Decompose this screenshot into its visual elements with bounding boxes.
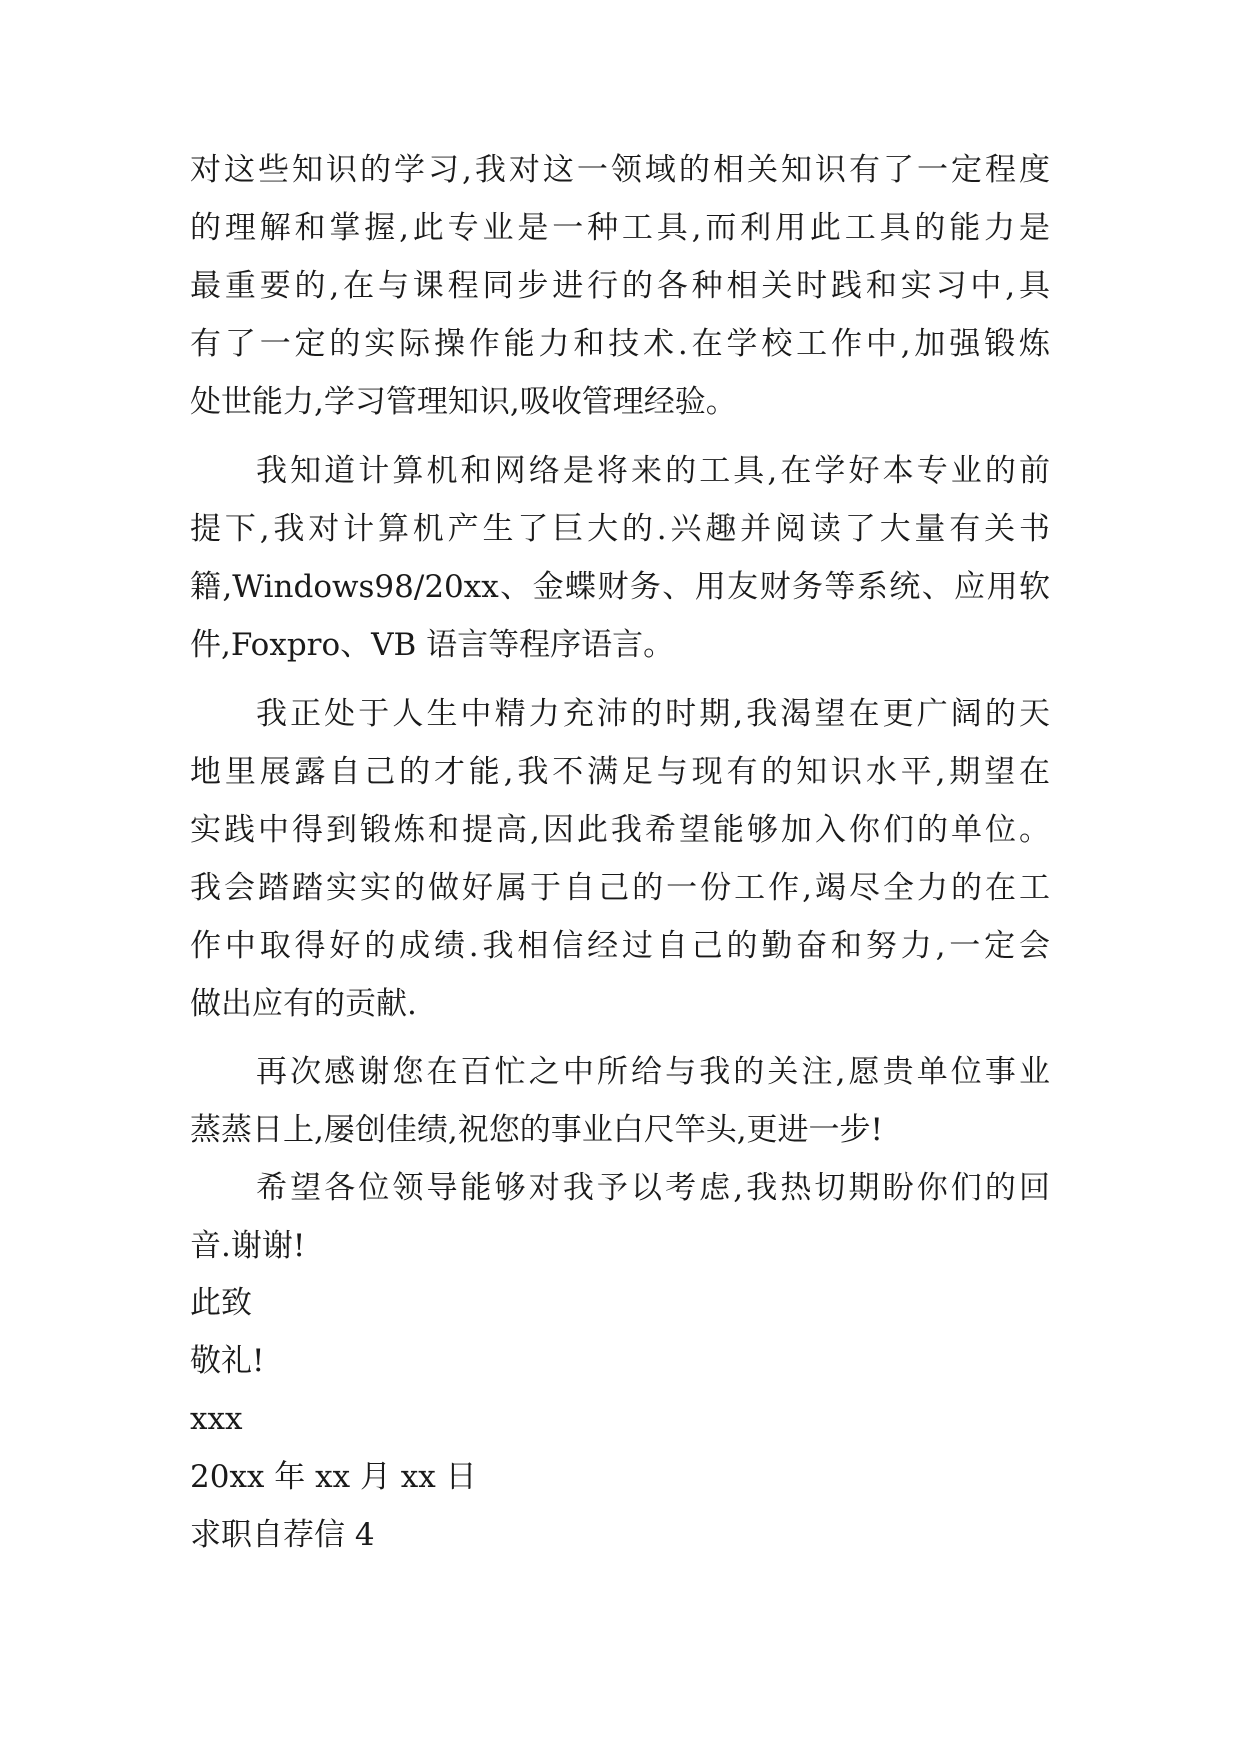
text-line: 我会踏踏实实的做好属于自己的一份工作,竭尽全力的在工 <box>190 870 1050 906</box>
text-line: 作中取得好的成绩.我相信经过自己的勤奋和努力,一定会 <box>190 928 1050 964</box>
text-line: 的理解和掌握,此专业是一种工具,而利用此工具的能力是 <box>190 210 1050 246</box>
paragraph-first-line: 我正处于人生中精力充沛的时期,我渴望在更广阔的天 <box>256 696 1050 732</box>
section-heading: 求职自荐信 4 <box>190 1517 375 1553</box>
text-line: 蒸蒸日上,屡创佳绩,祝您的事业白尺竿头,更进一步! <box>190 1112 884 1148</box>
paragraph-first-line: 再次感谢您在百忙之中所给与我的关注,愿贵单位事业 <box>256 1054 1050 1090</box>
text-line: 实践中得到锻炼和提高,因此我希望能够加入你们的单位。 <box>190 812 1050 848</box>
signature-name: xxx <box>190 1401 243 1437</box>
letter-date: 20xx 年 xx 月 xx 日 <box>190 1459 477 1495</box>
text-line: 有了一定的实际操作能力和技术.在学校工作中,加强锻炼 <box>190 326 1050 362</box>
paragraph-first-line: 我知道计算机和网络是将来的工具,在学好本专业的前 <box>256 453 1050 489</box>
text-line: 处世能力,学习管理知识,吸收管理经验。 <box>190 384 737 420</box>
closing-salutation: 此致 <box>190 1285 252 1321</box>
paragraph-first-line: 希望各位领导能够对我予以考虑,我热切期盼你们的回 <box>256 1170 1050 1206</box>
text-line: 做出应有的贡献. <box>190 986 417 1022</box>
text-line: 最重要的,在与课程同步进行的各种相关时践和实习中,具 <box>190 268 1050 304</box>
text-line: 地里展露自己的才能,我不满足与现有的知识水平,期望在 <box>190 754 1050 790</box>
text-line: 对这些知识的学习,我对这一领域的相关知识有了一定程度 <box>190 152 1050 188</box>
text-line: 提下,我对计算机产生了巨大的.兴趣并阅读了大量有关书 <box>190 511 1050 547</box>
text-line: 籍,Windows98/20xx、金蝶财务、用友财务等系统、应用软 <box>190 569 1050 605</box>
text-line: 件,Foxpro、VB 语言等程序语言。 <box>190 627 675 663</box>
closing-regards: 敬礼! <box>190 1343 265 1379</box>
text-line: 音.谢谢! <box>190 1228 306 1264</box>
